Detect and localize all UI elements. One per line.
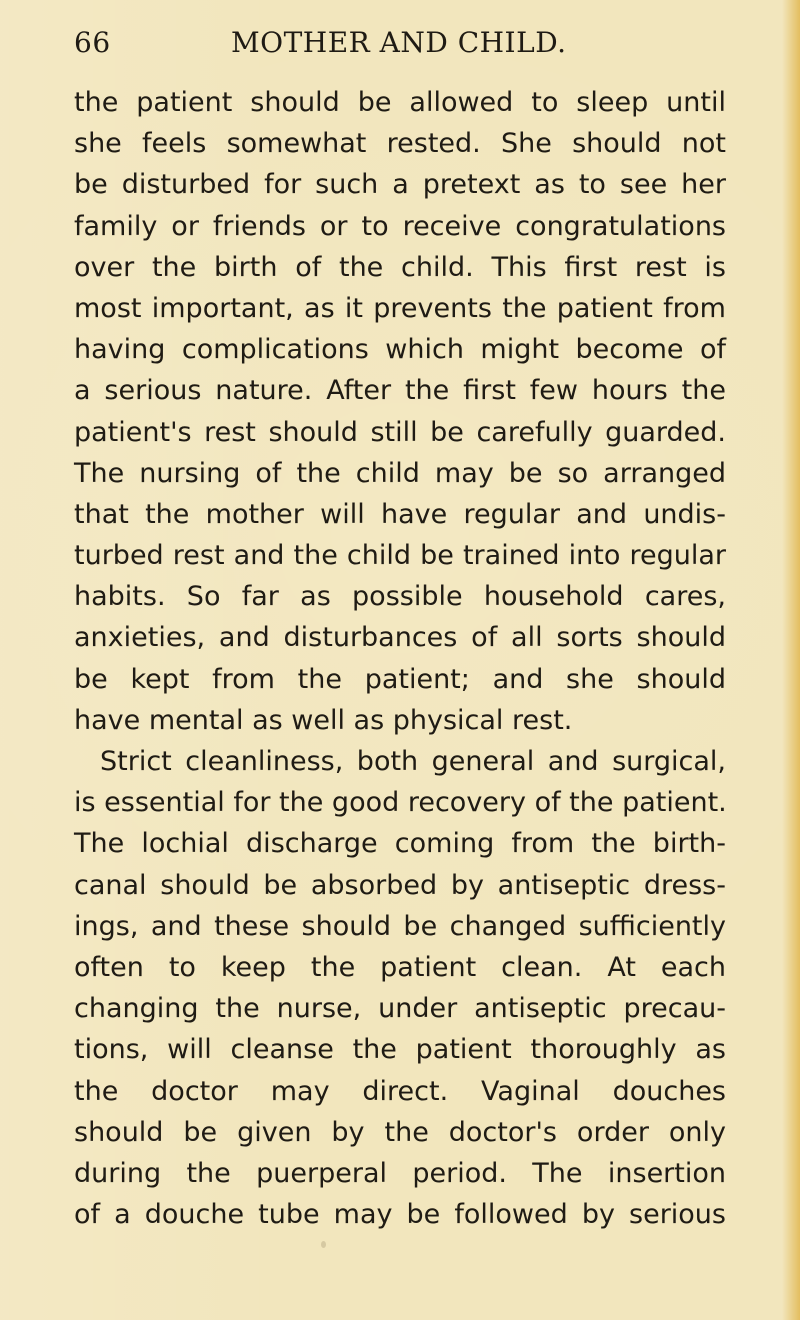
text-line: be disturbed for such a pretext as to see her [74, 169, 726, 201]
text-line: she feels somewhat rested. She should not [74, 128, 726, 160]
paper-speck [321, 1241, 326, 1248]
paragraph-first-line: Strict cleanliness, both general and surgical, [100, 746, 726, 777]
body-text [74, 82, 726, 1235]
text-line: be kept from the patient; and she should [74, 663, 726, 695]
text-line: that the mother will have regular and undis- [74, 498, 726, 530]
text-line: The nursing of the child may be so arranged [74, 457, 726, 489]
page-edge-tint [782, 0, 800, 1320]
text-line: often to keep the patient clean. At each [74, 951, 726, 983]
text-line: the patient should be allowed to sleep until [74, 87, 726, 118]
text-line: tions, will cleanse the patient thoroughly as [74, 1034, 726, 1066]
text-line: the doctor may direct. Vaginal douches [74, 1075, 726, 1107]
text-line: is essential for the good recovery of the patient. [74, 787, 727, 819]
text-line: family or friends or to receive congratulations [74, 210, 726, 242]
text-line: anxieties, and disturbances of all sorts should [74, 622, 726, 654]
text-line: having complications which might become of [74, 334, 726, 366]
text-line: ings, and these should be changed sufficiently [74, 910, 726, 942]
text-line: during the puerperal period. The insertion [74, 1157, 726, 1189]
text-line: patient's rest should still be carefully guarded. [74, 416, 726, 448]
text-line: a serious nature. After the first few hours the [74, 375, 726, 407]
text-line: of a douche tube may be followed by serious [74, 1199, 726, 1231]
text-line: most important, as it prevents the patient from [74, 292, 726, 324]
page-number: 66 [74, 26, 111, 59]
text-line: should be given by the doctor's order only [74, 1116, 726, 1148]
paragraph-last-line: have mental as well as physical rest. [74, 704, 573, 736]
text-line: turbed rest and the child be trained into regular [74, 540, 726, 572]
running-title: MOTHER AND CHILD. [231, 26, 567, 59]
page-header [74, 26, 724, 68]
text-line: changing the nurse, under antiseptic precau- [74, 993, 726, 1025]
text-line: The lochial discharge coming from the birth- [74, 828, 726, 860]
text-line: over the birth of the child. This first rest is [74, 251, 726, 283]
text-line: habits. So far as possible household cares, [74, 581, 726, 613]
text-line: canal should be absorbed by antiseptic dress- [74, 869, 726, 901]
